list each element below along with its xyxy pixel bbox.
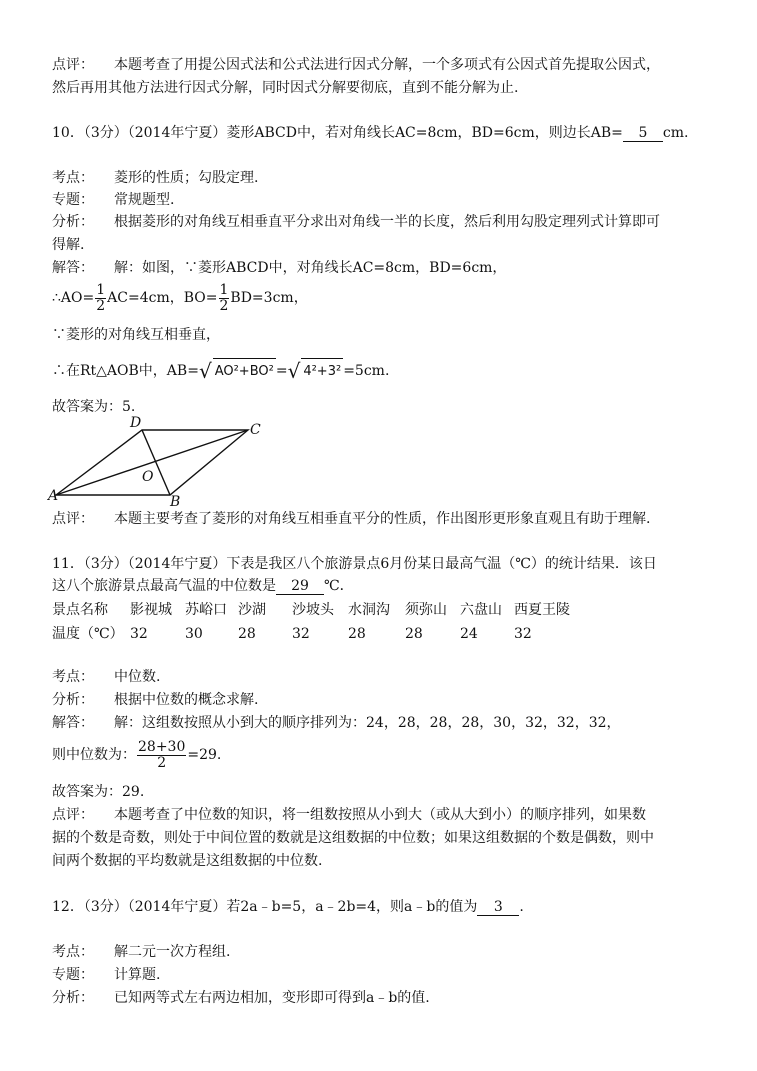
point-c-label: C [250, 422, 261, 438]
ao-middle: AC=4cm，BO= [107, 290, 218, 306]
diagonal-ac [56, 430, 248, 495]
comment-text: 本题考查了中位数的知识，将一组数按照从小到大（或从大到小）的顺序排列，如果数 [114, 807, 646, 823]
q12-fenxi [52, 988, 430, 1008]
q10-perp-line: ∵菱形的对角线互相垂直， [52, 327, 220, 343]
table-cell: 32 [130, 626, 148, 642]
table-header-cell: 水洞沟 [348, 602, 390, 618]
fenxi-text: 根据中位数的概念求解. [114, 692, 259, 708]
q12-stem [52, 897, 524, 917]
zhuanti-text: 常规题型. [114, 192, 175, 208]
q10-stem-unit: cm. [662, 125, 689, 141]
kaodian-label: 考点： [52, 669, 94, 685]
kaodian-text: 菱形的性质；勾股定理. [114, 170, 259, 186]
sqrt-icon: √ [287, 359, 301, 383]
q11-comment-2: 据的个数是奇数，则处于中间位置的数就是这组数据的中位数；如果这组数据的个数是偶数，则中 [52, 830, 654, 846]
table-cell: 28 [348, 626, 366, 642]
radicand-1: AO²+BO² [213, 358, 276, 385]
q9-comment-line-1 [52, 55, 660, 75]
jieda-label: 解答： [52, 260, 94, 276]
q11-kaodian [52, 667, 160, 687]
table-cell: 24 [460, 626, 478, 642]
median-result: =29. [187, 747, 222, 763]
jieda-text: 解：如图，∵菱形ABCD中，对角线长AC=8cm，BD=6cm， [114, 260, 507, 276]
fraction-numerator: 1 [219, 281, 229, 298]
radicand-2: 4²+3² [301, 358, 343, 385]
diagonal-bd [142, 430, 170, 495]
q12-stem-end: . [519, 899, 524, 915]
zhuanti-label: 专题： [52, 192, 94, 208]
q10-jieda [52, 258, 506, 278]
table-header-cell: 沙坡头 [292, 602, 334, 618]
table-header-cell: 六盘山 [460, 602, 502, 618]
q11-fenxi [52, 690, 258, 710]
fenxi-text: 已知两等式左右两边相加，变形即可得到a﹣b的值. [114, 990, 430, 1006]
table-cell: 32 [292, 626, 310, 642]
q11-comment-3: 间两个数据的平均数就是这组数据的中位数. [52, 853, 323, 869]
fenxi-label: 分析： [52, 692, 94, 708]
point-o-label: O [142, 469, 154, 485]
q10-fenxi-2: 得解. [52, 237, 85, 253]
kaodian-text: 中位数. [114, 669, 161, 685]
q10-ao-bo-line [52, 281, 308, 315]
q10-comment [52, 509, 650, 529]
median-prefix: 则中位数为： [52, 747, 136, 763]
table-cell: 28 [405, 626, 423, 642]
table-cell: 28 [238, 626, 256, 642]
q10-stem-text: 10．（3分）（2014年宁夏）菱形ABCD中，若对角线长AC=8cm，BD=6cm，则边长AB= [52, 125, 623, 141]
q11-jieda [52, 713, 621, 733]
kaodian-label: 考点： [52, 170, 94, 186]
q9-comment-line-2: 然后再用其他方法进行因式分解，同时因式分解要彻底，直到不能分解为止. [52, 80, 519, 96]
jieda-label: 解答： [52, 715, 94, 731]
equals-sign: = [275, 363, 288, 379]
table-header-cell: 西夏王陵 [514, 602, 570, 618]
q10-stem [52, 123, 689, 143]
fraction-half [95, 283, 106, 314]
q10-pythag-line [52, 355, 389, 385]
q10-zhuanti [52, 190, 174, 210]
q10-answer: 5 [623, 125, 663, 142]
q12-kaodian [52, 942, 230, 962]
fraction-numerator: 28+30 [138, 738, 186, 755]
comment-label: 点评： [52, 807, 94, 823]
q11-stem-1: 11．（3分）（2014年宁夏）下表是我区八个旅游景点6月份某日最高气温（℃）的统计结果．该日 [52, 556, 657, 572]
table-data-row [52, 624, 692, 644]
q11-answer: 29 [276, 578, 324, 595]
jieda-text: 解：这组数按照从小到大的顺序排列为：24，28，28，28，30，32，32，32， [114, 715, 621, 731]
rhombus-figure [44, 415, 274, 510]
fenxi-label: 分析： [52, 214, 94, 230]
table-cell: 32 [514, 626, 532, 642]
q11-stem-text: 这八个旅游景点最高气温的中位数是 [52, 578, 276, 594]
zhuanti-label: 专题： [52, 967, 94, 983]
kaodian-label: 考点： [52, 944, 94, 960]
sqrt-icon: √ [198, 359, 212, 383]
bo-suffix: BD=3cm， [230, 290, 308, 306]
comment-label: 点评： [52, 511, 94, 527]
q10-fenxi-1 [52, 212, 660, 232]
q11-final: 故答案为：29. [52, 784, 145, 800]
median-fraction [137, 740, 186, 771]
table-header-cell: 沙湖 [238, 602, 266, 618]
fraction-denominator: 2 [96, 297, 106, 314]
point-a-label: A [48, 488, 59, 504]
fenxi-label: 分析： [52, 990, 94, 1006]
table-header-cell: 影视城 [130, 602, 172, 618]
table-header-cell: 景点名称 [52, 602, 108, 618]
fraction-denominator: 2 [157, 754, 167, 771]
zhuanti-text: 计算题. [114, 967, 161, 983]
q12-answer: 3 [477, 899, 519, 916]
q12-stem-text: 12．（3分）（2014年宁夏）若2a﹣b=5，a﹣2b=4，则a﹣b的值为 [52, 899, 478, 915]
table-cell: 30 [185, 626, 203, 642]
comment-label: 点评： [52, 57, 94, 73]
q11-median-line [52, 738, 221, 772]
q11-stem-unit: ℃． [324, 578, 354, 594]
comment-text: 本题考查了用提公因式法和公式法进行因式分解，一个多项式有公因式首先提取公因式， [114, 57, 660, 73]
fraction-numerator: 1 [96, 281, 106, 298]
fraction-denominator: 2 [219, 297, 229, 314]
table-header-cell: 须弥山 [405, 602, 447, 618]
table-cell: 温度（℃） [52, 626, 124, 642]
comment-text: 本题主要考查了菱形的对角线互相垂直平分的性质，作出图形更形象直观且有助于理解. [114, 511, 651, 527]
pythag-result: =5cm. [343, 363, 390, 379]
fraction-half-2 [219, 283, 230, 314]
table-header-cell: 苏峪口 [185, 602, 227, 618]
kaodian-text: 解二元一次方程组. [114, 944, 231, 960]
q12-zhuanti [52, 965, 160, 985]
fenxi-text: 根据菱形的对角线互相垂直平分求出对角线一半的长度，然后利用勾股定理列式计算即可 [114, 214, 660, 230]
pythag-prefix: ∴在Rt△AOB中，AB= [52, 363, 199, 379]
q10-final: 故答案为：5. [52, 399, 136, 415]
q11-stem-2 [52, 576, 354, 596]
table-header-row [52, 600, 692, 620]
q10-kaodian [52, 168, 258, 188]
point-b-label: B [170, 494, 181, 510]
point-d-label: D [130, 415, 142, 431]
ao-prefix: ∴AO= [52, 290, 95, 306]
q11-comment-1 [52, 805, 646, 825]
